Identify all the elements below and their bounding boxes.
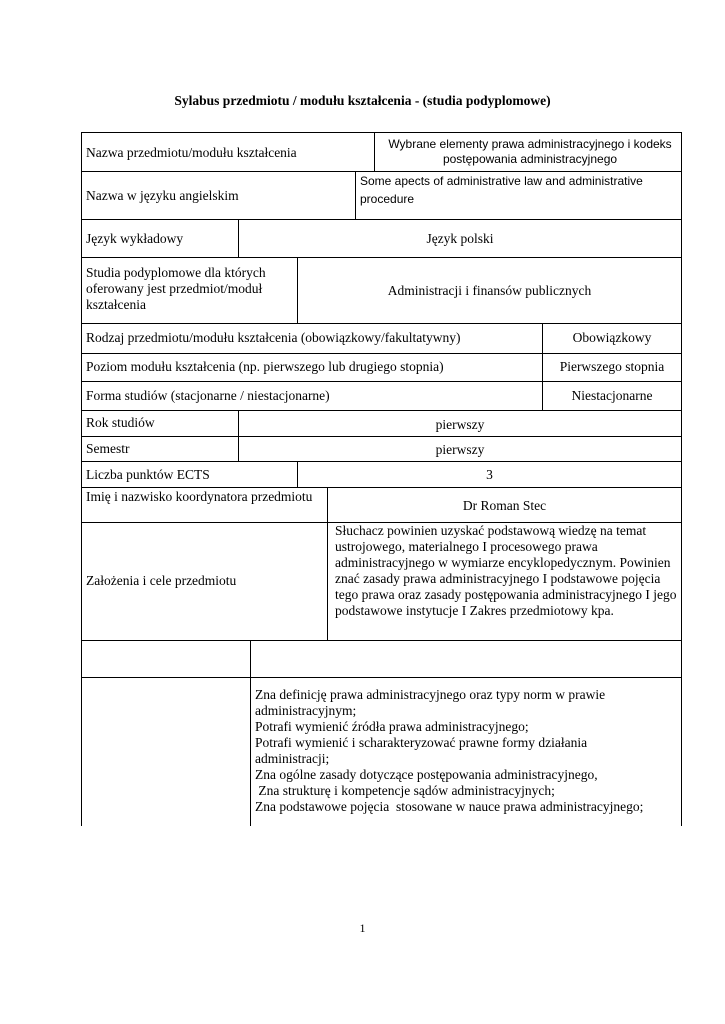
value-semestr: pierwszy (435, 442, 485, 457)
value-ects: 3 (486, 467, 493, 482)
label-rodzaj: Rodzaj przedmiotu/modułu kształcenia (obowiązkowy/fakultatywny) (86, 330, 461, 345)
value-rok: pierwszy (435, 417, 485, 432)
value-nazwa: Wybrane elementy prawa administracyjnego i kodeks postępowania administracyjnego (388, 137, 672, 166)
value-poziom: Pierwszego stopnia (559, 359, 665, 374)
value-forma: Niestacjonarne (571, 388, 653, 403)
effect-line: Zna strukturę i kompetencje sądów administracyjnych; (255, 783, 555, 798)
label-ects: Liczba punktów ECTS (86, 467, 210, 482)
effect-line: Zna ogólne zasady dotyczące postępowania administracyjnego, (255, 767, 598, 782)
effect-line: Potrafi wymienić źródła prawa administracyjnego; (255, 719, 529, 734)
label-poziom: Poziom modułu kształcenia (np. pierwszego lub drugiego stopnia) (86, 359, 444, 374)
label-koordynator: Imię i nazwisko koordynatora przedmiotu (86, 489, 313, 504)
effect-line: Potrafi wymienić i scharakteryzować prawne formy działania (255, 735, 588, 750)
label-semestr: Semestr (86, 441, 130, 456)
value-studia: Administracji i finansów publicznych (387, 283, 592, 298)
effect-line: Zna definicję prawa administracyjnego oraz typy norm w prawie (255, 687, 606, 702)
effects-list (255, 687, 680, 815)
effect-line: Zna podstawowe pojęcia stosowane w nauce prawa administracyjnego; (255, 799, 644, 814)
effect-line: administracyjnym; (255, 703, 357, 718)
effect-line: administracji; (255, 751, 330, 766)
label-nazwa: Nazwa przedmiotu/modułu kształcenia (86, 145, 297, 160)
row-empty (81, 640, 682, 678)
page-number: 1 (359, 921, 366, 935)
label-jezyk: Język wykładowy (86, 231, 184, 246)
value-rodzaj: Obowiązkowy (572, 330, 652, 345)
value-nazwa-en: Some apects of administrative law and administrative procedure (360, 174, 643, 206)
value-koordynator: Dr Roman Stec (462, 498, 547, 513)
label-nazwa-en: Nazwa w języku angielskim (86, 188, 239, 203)
value-cele: Słuchacz powinien uzyskać podstawową wiedzę na temat ustrojowego, materialnego I procesowego prawa administracyjnego w wymiarze encyklopedycznym. Powinien znać zasady prawa administracyjnego I podstawowe pojęcia tego prawa oraz zasady postępowania administracyjnego I jego podstawowe instytucje I Zakres przedmiotowy kpa. (335, 523, 677, 618)
value-jezyk: Język polski (426, 231, 494, 246)
label-rok: Rok studiów (86, 415, 155, 430)
label-studia: Studia podyplomowe dla których oferowany jest przedmiot/moduł kształcenia (86, 265, 266, 312)
label-cele: Założenia i cele przedmiotu (86, 573, 237, 588)
label-forma: Forma studiów (stacjonarne / niestacjonarne) (86, 388, 330, 403)
page-title: Sylabus przedmiotu / modułu kształcenia - (studia podyplomowe) (174, 93, 551, 108)
